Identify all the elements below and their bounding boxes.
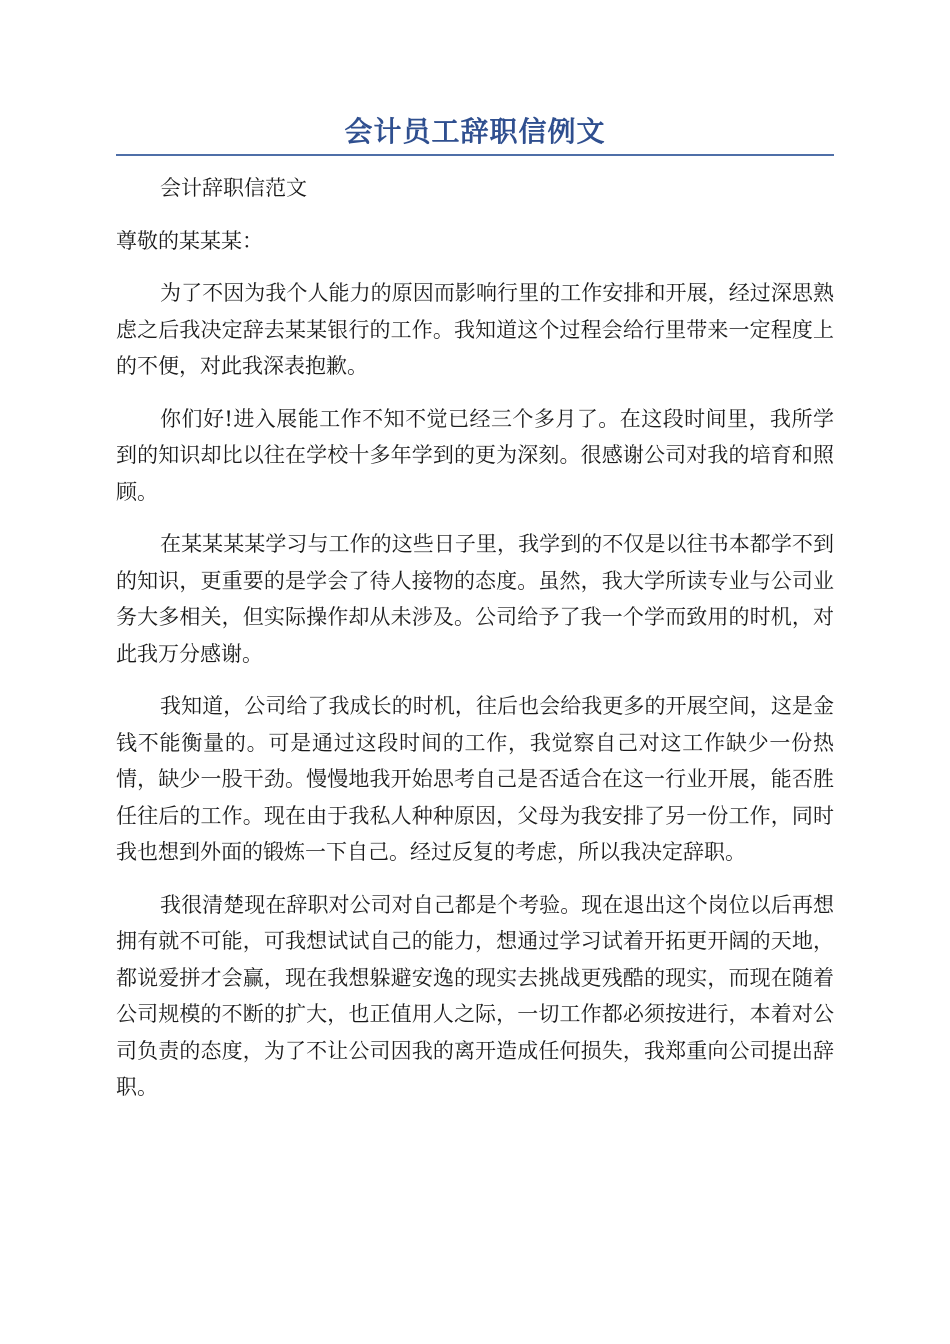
body-paragraph: 在某某某某学习与工作的这些日子里，我学到的不仅是以往书本都学不到的知识，更重要的是学会了待人接物的态度。虽然，我大学所读专业与公司业务大多相关，但实际操作却从未涉及。公司给予了我一个学而致用的时机，对此我万分感谢。: [116, 532, 834, 666]
body-paragraph: 我很清楚现在辞职对公司对自己都是个考验。现在退出这个岗位以后再想拥有就不可能，可我想试试自己的能力，想通过学习试着开拓更开阔的天地，都说爱拼才会赢，现在我想躲避安逸的现实去挑战更残酷的现实，而现在随着公司规模的不断的扩大，也正值用人之际，一切工作都必须按进行，本着对公司负责的态度，为了不让公司因我的离开造成任何损失，我郑重向公司提出辞职。: [116, 892, 834, 1099]
salutation: 尊敬的某某某：: [116, 228, 263, 253]
body-paragraph: 为了不因为我个人能力的原因而影响行里的工作安排和开展，经过深思熟虑之后我决定辞去某某银行的工作。我知道这个过程会给行里带来一定程度上的不便，对此我深表抱歉。: [116, 281, 834, 378]
body-paragraph: 你们好!进入展能工作不知不觉已经三个多月了。在这段时间里，我所学到的知识却比以往在学校十多年学到的更为深刻。很感谢公司对我的培育和照顾。: [116, 406, 834, 504]
document-subtitle: 会计辞职信范文: [160, 176, 307, 200]
document-page: [116, 112, 834, 1122]
title-divider: [116, 154, 834, 156]
document-title: 会计员工辞职信例文: [344, 115, 606, 148]
body-paragraph: 我知道，公司给了我成长的时机，往后也会给我更多的开展空间，这是金钱不能衡量的。可是通过这段时间的工作，我觉察自己对这工作缺少一份热情，缺少一股干劲。慢慢地我开始思考自己是否适合在这一行业开展，能否胜任往后的工作。现在由于我私人种种原因，父母为我安排了另一份工作，同时我也想到外面的锻炼一下自己。经过反复的考虑，所以我决定辞职。: [116, 694, 834, 864]
